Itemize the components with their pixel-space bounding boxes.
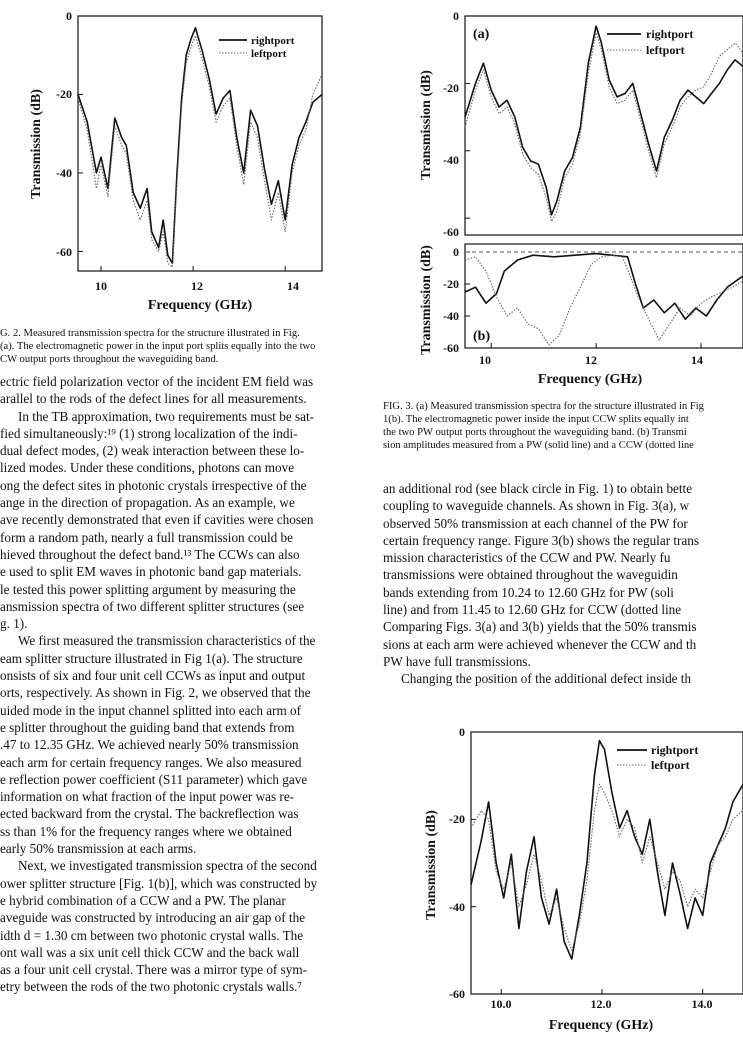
x-tick-label: 10 [95,279,107,293]
y-tick-label: 0 [66,9,72,23]
x-tick-label: 14.0 [691,997,713,1011]
panel-a-frame [465,16,743,235]
y-tick-label: -60 [443,225,459,239]
figure-3-caption: FIG. 3. (a) Measured transmission spectra for the structure illustrated in Fig 1(b). The electromagnetic power inside the input CCW splits equally int the two PW output ports throughout the waveguiding band. (b) Transmi sion amplitudes measured from a PW (solid line) and a CCW (dotted line [383,401,704,451]
y-tick-label: -60 [443,341,459,355]
x-tick-label: 14 [287,279,299,293]
panel-label-a: (a) [473,27,490,42]
paragraph: In the TB approximation, two requirements must be sat- fied simultaneously:¹⁹ (1) strong localization of the indi- dual defect modes, (2) weak interaction between these lo- lized modes. Under these conditions, photons can move ong the defect sites in photonic crystals irrespective of the ange in the direction of propagation. As an example, we ave recently demonstrated that even if cavities were chosen form a random path, nearly a full transmission could be hieved throughout the defect band.¹³ The CCWs can also e used to split EM waves in photonic band gap materials. le tested this power splitting argument by measuring the ansmission spectra of two different splitter structures (see g. 1). [0,408,315,632]
legend-label-rightport: rightport [651,743,699,757]
figure-3b-marks [465,252,743,348]
y-tick-label: -40 [443,309,459,323]
x-tick-label: 12.0 [590,997,612,1011]
y-tick-label: -40 [56,166,72,180]
panel-label-b: (b) [473,329,491,344]
y-tick-label: -40 [449,900,465,914]
x-axis-label: Frequency (GHz) [537,372,643,387]
legend-label-leftport: leftport [251,48,287,60]
y-tick-label: 0 [453,245,459,259]
y-tick-label: -20 [443,81,459,95]
y-tick-label: 0 [453,9,459,23]
y-axis-label: Transmission (dB) [419,245,434,355]
figure-4-chart [395,715,743,1042]
left-text-column [0,373,355,996]
paragraph: We first measured the transmission characteristics of the eam splitter structure illustrated in Fig 1(a). The structure onsists of six and four unit cell CCWs as input and output orts, respectively. As shown in Fig. 2, we observed that the uided mode in the input channel splitted into each arm of e splitter throughout the guiding band that extends from .47 to 12.35 GHz. We achieved nearly 50% transmission each arm for certain frequency ranges. We also measured e reflection power coefficient (S11 parameter) which gave information on what fraction of the input power was re- ected backward from the crystal. The backreflection was ss than 1% for the frequency ranges where we obtained early 50% transmission at each arms. [0,633,316,857]
figure-3-chart [395,0,743,390]
figure-2-caption: G. 2. Measured transmission spectra for the structure illustrated in Fig. (a). The electromagnetic power in the input port splits equally into the two CW output ports throughout the waveguiding band. [0,328,316,365]
legend-label-rightport: rightport [646,27,694,41]
series-line-rightport [471,741,743,959]
x-axis-label: Frequency (GHz) [147,298,253,313]
right-text-column [383,480,743,688]
series-line-leftport [471,784,743,950]
figure-4-marks [471,732,743,994]
series-line-pw [465,254,743,320]
paragraph: Changing the position of the additional defect inside th [401,671,692,687]
legend-label-leftport: leftport [651,758,690,772]
legend-label-leftport: leftport [646,43,685,57]
series-line-rightport [465,26,743,215]
paragraph: Next, we investigated transmission spectra of the second ower splitter structure [Fig. 1(b)], which was constructed by e hybrid combination of a CCW and a PW. The planar aveguide was constructed by introducing an air gap of the idth d = 1.30 cm between two photonic crystal walls. The ont wall was a six unit cell thick CCW and the back wall as a four unit cell crystal. There was a mirror type of sym- etry between the rods of the two photonic crystals walls.⁷ [0,858,318,995]
y-tick-label: -40 [443,153,459,167]
x-tick-label: 10 [479,353,491,367]
y-axis-label: Transmission (dB) [419,70,434,180]
x-tick-label: 12 [191,279,203,293]
panel-b-frame [465,244,743,348]
paragraph: an additional rod (see black circle in Fig. 1) to obtain bette coupling to waveguide channels. As shown in Fig. 3(a), w observed 50% transmission at each channel of the PW for certain frequency range. Figure 3(b) shows the regular trans mission characteristics of the CCW and PW. Nearly fu transmissions were obtained throughout the waveguidin bands extending from 10.24 to 12.60 GHz for PW (soli line) and from 11.45 to 12.60 GHz for CCW (dotted line Comparing Figs. 3(a) and 3(b) yields that the 50% transmis sions at each arm were achieved whenever the CCW and th PW have full transmissions. [383,481,700,669]
paragraph: ectric field polarization vector of the incident EM field was arallel to the rods of the defect lines for all measurements. [0,374,314,407]
y-axis-label: Transmission (dB) [424,810,439,920]
y-axis-label: Transmission (dB) [29,89,44,199]
figure-2-chart [0,0,345,315]
series-line-leftport [78,36,322,268]
y-tick-label: -60 [449,987,465,1001]
y-tick-label: 0 [459,725,465,739]
x-tick-label: 14 [691,353,703,367]
y-tick-label: -20 [449,812,465,826]
x-axis-label: Frequency (GHz) [548,1018,654,1033]
y-tick-label: -20 [443,277,459,291]
y-tick-label: -20 [56,87,72,101]
y-tick-label: -60 [56,245,72,259]
x-tick-label: 12 [585,353,597,367]
legend-label-rightport: rightport [251,35,295,47]
x-tick-label: 10.0 [490,997,512,1011]
figure-3a-marks [465,16,743,222]
series-line-leftport [465,33,743,222]
